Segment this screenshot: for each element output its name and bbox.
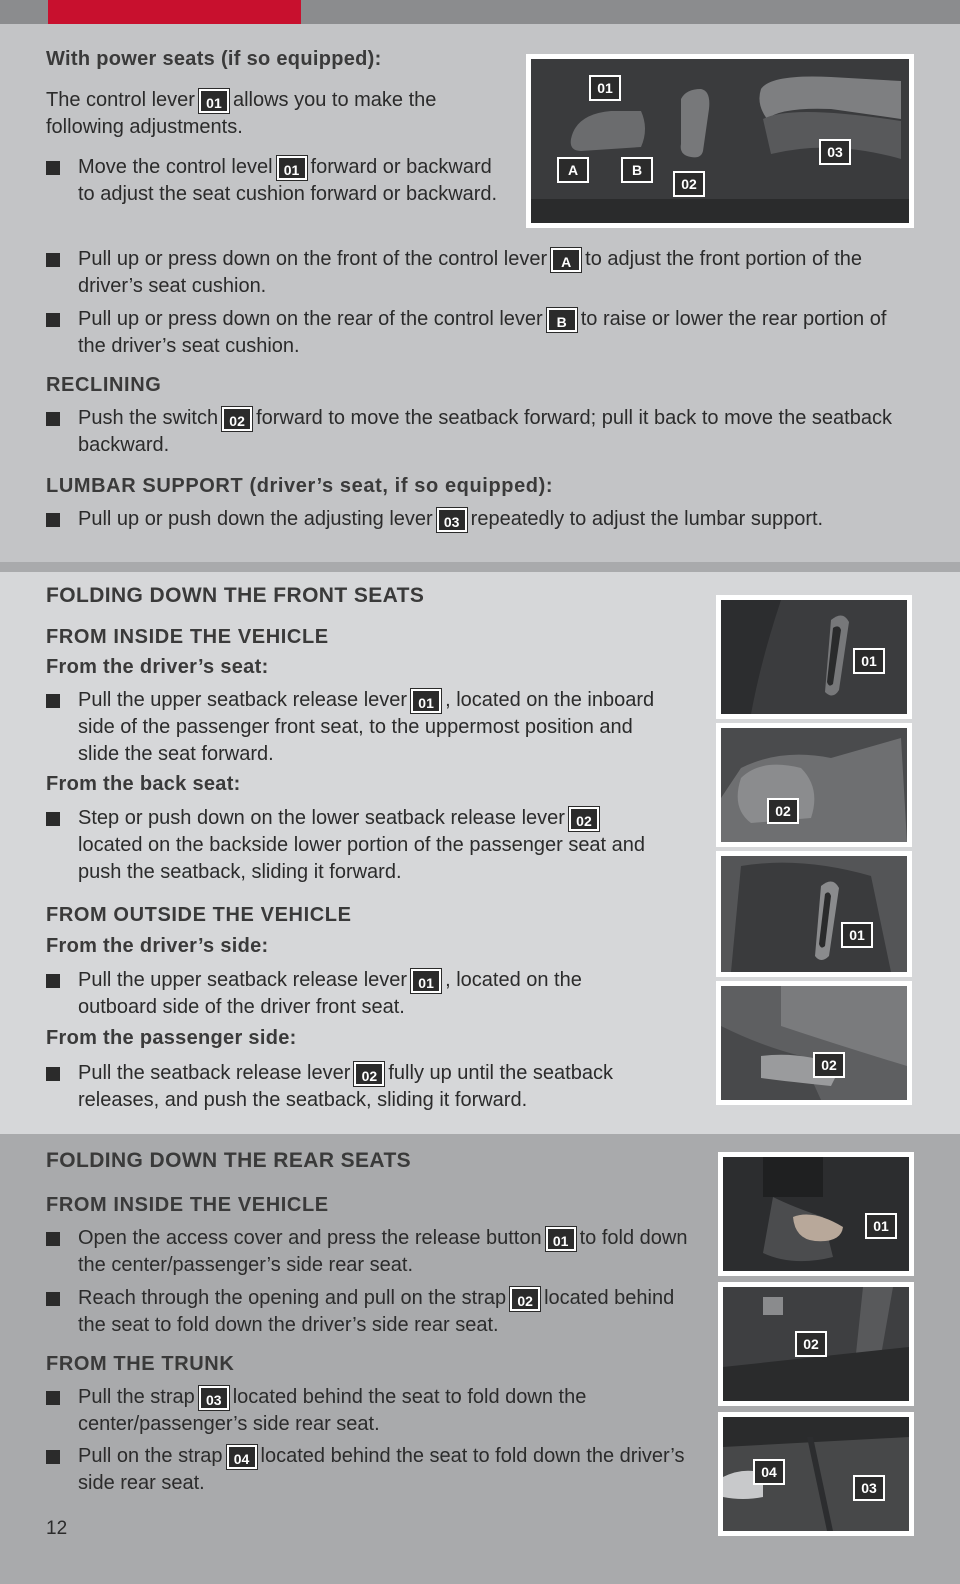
front-seat-photo (716, 851, 912, 977)
bullet-square-icon (46, 412, 60, 426)
photo-label: 01 (589, 75, 621, 101)
rear-inside-heading: FROM INSIDE THE VEHICLE (46, 1194, 329, 1216)
drivers-seat-heading: From the driver’s seat: (46, 656, 269, 678)
list-item: Step or push down on the lower seatback release lever 02located on the backside lower portion of the passenger seat and push the seatback, sliding it forward. (46, 805, 666, 886)
bullet-square-icon (46, 1067, 60, 1081)
power-seats-heading: With power seats (if so equipped): (46, 48, 382, 70)
photo-label: A (557, 157, 589, 183)
list-item: Pull on the strap 04 located behind the seat to fold down the driver’s side rear seat. (46, 1443, 706, 1497)
list-item: Pull the strap 03 located behind the seat to fold down the center/passenger’s side rear seat. (46, 1384, 706, 1438)
rear-seats-title: FOLDING DOWN THE REAR SEATS (46, 1149, 412, 1172)
list-item: Pull up or push down the adjusting lever 03 repeatedly to adjust the lumbar support. (46, 506, 926, 533)
front-seats-title: FOLDING DOWN THE FRONT SEATS (46, 584, 425, 607)
bullet-square-icon (46, 812, 60, 826)
bullet-square-icon (46, 253, 60, 267)
callout-badge: 01 (277, 156, 307, 180)
bullet-square-icon (46, 313, 60, 327)
top-bar (0, 0, 960, 24)
callout-badge: 01 (199, 89, 229, 113)
callout-badge: 01 (411, 689, 441, 713)
photo-label: 02 (813, 1052, 845, 1078)
brand-accent-tab (48, 0, 301, 24)
front-outside-heading: FROM OUTSIDE THE VEHICLE (46, 904, 352, 926)
trunk-heading: FROM THE TRUNK (46, 1353, 235, 1375)
list-item: Pull the seatback release lever 02 fully up until the seatback releases, and push the seatback, sliding it forward. (46, 1060, 686, 1114)
callout-badge: B (547, 308, 577, 332)
photo-label: 03 (853, 1475, 885, 1501)
rear-seat-photo (718, 1282, 914, 1406)
list-item: Pull up or press down on the front of the control lever A to adjust the front portion of the driver’s seat cushion. (46, 246, 916, 300)
callout-badge: A (551, 248, 581, 272)
list-item: Open the access cover and press the release button 01 to fold down the center/passenger’s side rear seat. (46, 1225, 706, 1279)
lumbar-heading: LUMBAR SUPPORT (driver’s seat, if so equipped): (46, 475, 554, 497)
bullet-square-icon (46, 694, 60, 708)
front-seat-photo (716, 595, 912, 719)
photo-label: B (621, 157, 653, 183)
front-seat-photo (716, 981, 912, 1105)
passenger-side-heading: From the passenger side: (46, 1027, 297, 1049)
callout-badge: 01 (411, 969, 441, 993)
list-item: Pull up or press down on the rear of the control lever B to raise or lower the rear portion of the driver’s seat cushion. (46, 306, 916, 360)
bullet-square-icon (46, 1391, 60, 1405)
photo-label: 01 (865, 1213, 897, 1239)
photo-label: 02 (673, 171, 705, 197)
callout-badge: 01 (546, 1227, 576, 1251)
callout-badge: 02 (510, 1287, 540, 1311)
photo-label: 02 (767, 798, 799, 824)
callout-badge: 02 (569, 807, 599, 831)
power-seats-intro: The control lever 01 allows you to make the following adjustments. (46, 89, 437, 138)
list-item: Push the switch 02 forward to move the seatback forward; pull it back to move the seatback backward. (46, 405, 916, 459)
bullet-square-icon (46, 1292, 60, 1306)
photo-label: 03 (819, 139, 851, 165)
bullet-square-icon (46, 1450, 60, 1464)
page-number: 12 (46, 1518, 68, 1539)
rear-seat-photo (718, 1152, 914, 1276)
bullet-square-icon (46, 974, 60, 988)
callout-badge: 02 (354, 1062, 384, 1086)
callout-badge: 03 (199, 1386, 229, 1410)
photo-label: 01 (853, 648, 885, 674)
list-item: Reach through the opening and pull on the strap 02 located behind the seat to fold down the driver’s side rear seat. (46, 1285, 706, 1339)
rear-seat-photo (718, 1412, 914, 1536)
photo-label: 01 (841, 922, 873, 948)
bullet-square-icon (46, 513, 60, 527)
list-item: Pull the upper seatback release lever 01 , located on the inboard side of the passenger front seat, to the uppermost position and slide the seat forward. (46, 687, 666, 768)
callout-badge: 03 (437, 508, 467, 532)
callout-badge: 02 (222, 407, 252, 431)
front-seat-photo (716, 723, 912, 847)
front-inside-heading: FROM INSIDE THE VEHICLE (46, 626, 329, 648)
back-seat-heading: From the back seat: (46, 773, 241, 795)
list-item: Move the control level 01 forward or backward to adjust the seat cushion forward or backward. (46, 154, 506, 208)
photo-label: 04 (753, 1459, 785, 1485)
bullet-square-icon (46, 161, 60, 175)
callout-badge: 04 (227, 1445, 257, 1469)
photo-label: 02 (795, 1331, 827, 1357)
list-item: Pull the upper seatback release lever 01 , located on the outboard side of the driver front seat. (46, 967, 666, 1021)
drivers-side-heading: From the driver’s side: (46, 935, 269, 957)
bullet-square-icon (46, 1232, 60, 1246)
power-seat-controls-photo (526, 54, 914, 228)
seat-controls-image (531, 59, 909, 223)
reclining-heading: RECLINING (46, 374, 162, 396)
